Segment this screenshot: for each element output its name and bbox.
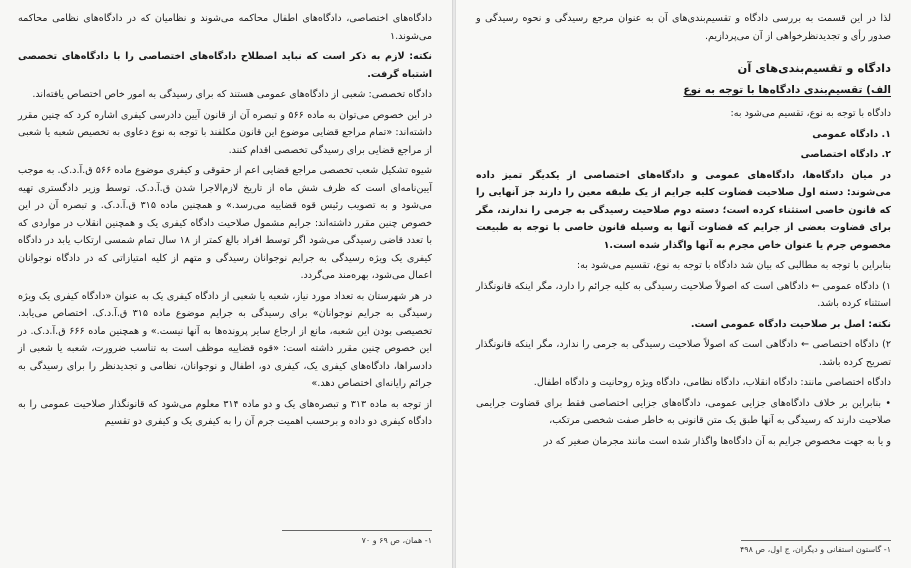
left-footnote: ۱- همان، ص ۶۹ و ۷۰ (361, 536, 432, 545)
left-paragraph-7: از توجه به ماده ۳۱۳ و تبصره‌های یک و دو ماده ۳۱۴ معلوم می‌شود که قانونگذار صلاحیت عمومی را به دادگاه کیفری دو داده و برحسب اهمیت جرم آن را به کیفری یک و کیفری دو تقسیم (18, 398, 432, 427)
right-intro: لذا در این قسمت به بررسی دادگاه و تقسیم‌بندی‌های آن به عنوان مرجع رسیدگی و نحوه رسیدگی و صدور رأی و تجدیدنظرخواهی از آن می‌پردازیم. (476, 13, 891, 42)
left-paragraph-5: شیوه تشکیل شعب تخصصی مراجع قضایی اعم از حقوقی و کیفری موضوع ماده ۵۶۶ ق.آ.د.ک. به موجب آیین‌نامه‌ای است که ظرف شش ماه از تاریخ لازم‌الاجرا شدن ق.آ.د.ک. توسط وزیر دادگستری تهیه می‌شود و به تصویب رئیس قوه قضاییه می‌رسد.» و همچنین ماده ۳۱۵ ق.آ.د.ک. و تبصره آن در این خصوص چنین مقرر داشته‌اند: جرایم مشمول صلاحیت دادگاه کیفری یک و همچنین انقلاب در مواردی که با تعدد قاضی رسیدگی می‌شود اگر توسط افراد بالغ کمتر از ۱۸ سال تمام شمسی ارتکاب یابد در دادگاه کیفری یک ویژه رسیدگی به جرایم نوجوانان رسیدگی و متهم از کلیه امتیازاتی که در دادگاه نوجوانان اعمال می‌شود، بهره‌مند می‌گردد. (18, 165, 432, 281)
list-item-general: ۱. دادگاه عمومی (812, 128, 891, 140)
right-footnote-rule (741, 540, 891, 541)
right-examples: دادگاه اختصاصی مانند: دادگاه انقلاب، دادگاه نظامی، دادگاه ویژه روحانیت و دادگاه اطفال. (533, 377, 891, 388)
left-footnote-rule (282, 530, 432, 531)
right-bullet-2: و یا به جهت مخصوص جرایم به آن دادگاه‌ها واگذار شده است مانند مجرمان صغیر که در (543, 435, 891, 447)
left-paragraph-3: دادگاه تخصصی: شعبی از دادگاه‌های عمومی هستند که برای رسیدگی به امور خاص اختصاص یافته‌اند. (32, 89, 432, 100)
subsection-title: الف) تقسیم‌بندی دادگاه‌ها با توجه به نوع (683, 84, 891, 96)
right-difference: در میان دادگاه‌ها، دادگاه‌های عمومی و دادگاه‌های اختصاصی از یکدیگر تمیز داده می‌شوند: دسته اول صلاحیت قضاوت کلیه جرایم از یک طبقه معین را دارند جز آنهایی را که قانون خاصی استثناء کرده است؛ دسته دوم صلاحیت رسیدگی به جرمی را ندارند، مگر برای قضاوت بعضی از جرایم که قضاوت آنها به وسیله قانون خاصی با توجه به طبیعت مخصوص جرم یا عنوان خاص مجرم به آنها واگذار شده است.۱ (476, 169, 891, 251)
right-note: نکته: اصل بر صلاحیت دادگاه عمومی است. (690, 318, 891, 330)
right-footnote: ۱- گاستون استفانی و دیگران، ج اول، ص ۴۹۸ (740, 545, 891, 554)
right-special-court: ۲) دادگاه اختصاصی ← دادگاهی است که اصولاً صلاحیت رسیدگی به جرمی را ندارد، مگر اینکه قانونگذار تصریح کرده باشد. (476, 339, 891, 368)
left-paragraph-1: دادگاه‌های اختصاصی، دادگاه‌های اطفال محاکمه می‌شوند و نظامیان که در دادگاه‌های نظامی محاکمه می‌شوند.۱ (18, 13, 432, 42)
right-page (456, 0, 911, 568)
right-therefore: بنابراین با توجه به مطالبی که بیان شد دادگاه با توجه به نوع، تقسیم می‌شود به: (576, 260, 891, 271)
right-bullet-1: • بنابراین بر خلاف دادگاه‌های جزایی عمومی، دادگاه‌های جزایی اختصاصی فقط برای قضاوت جرایمی صلاحیت دارند که رسیدگی به آنها طبق یک متن قانونی به خاطر صفت شخصی مرتکب، (476, 397, 891, 426)
left-paragraph-4: در این خصوص می‌توان به ماده ۵۶۶ و تبصره آن از قانون آیین دادرسی کیفری اشاره کرد که چنین مقرر داشته‌اند: «تمام مراجع قضایی موضوع این قانون مکلفند با توجه به نوع دعاوی به تخصیص شعبه یا شعبی از مراجع قضایی برای رسیدگی تخصصی اقدام کنند. (18, 109, 433, 156)
left-page (0, 0, 452, 568)
left-paragraph-2: نکته: لازم به ذکر است که نباید اصطلاح دادگاه‌های اختصاصی را با دادگاه‌های تخصصی اشتباه گرفت. (18, 51, 432, 80)
right-general-court: ۱) دادگاه عمومی ← دادگاهی است که اصولاً صلاحیت رسیدگی به کلیه جرائم را دارد، مگر اینکه قانونگذار استثناء کرده باشد. (476, 280, 891, 309)
right-types-intro: دادگاه با توجه به نوع، تقسیم می‌شود به: (730, 108, 891, 119)
section-title: دادگاه و تقسیم‌بندی‌های آن (737, 61, 891, 75)
list-item-special: ۲. دادگاه اختصاصی (800, 149, 891, 160)
left-paragraph-6: در هر شهرستان به تعداد مورد نیاز، شعبه یا شعبی از دادگاه کیفری یک به عنوان «دادگاه کیفری یک ویژه رسیدگی به جرایم نوجوانان» برای رسیدگی به جرایم موضوع ماده ۳۱۵ ق.آ.د.ک. اختصاص می‌یابد. تخصیصی بودن این شعبه، مانع از ارجاع سایر پرونده‌ها به آنها نیست.» و همچنین ماده ۶۶۶ ق.آ.د.ک. در این خصوص چنین مقرر داشته است: «قوه قضاییه موظف است به تناسب ضرورت، شعبه یا شعبی از دادسراها، دادگاه‌های کیفری یک، کیفری دو، اطفال و نوجوانان، نظامی و تجدیدنظر را برای رسیدگی به جرائم رایانه‌ای اختصاص دهد.» (18, 290, 433, 389)
